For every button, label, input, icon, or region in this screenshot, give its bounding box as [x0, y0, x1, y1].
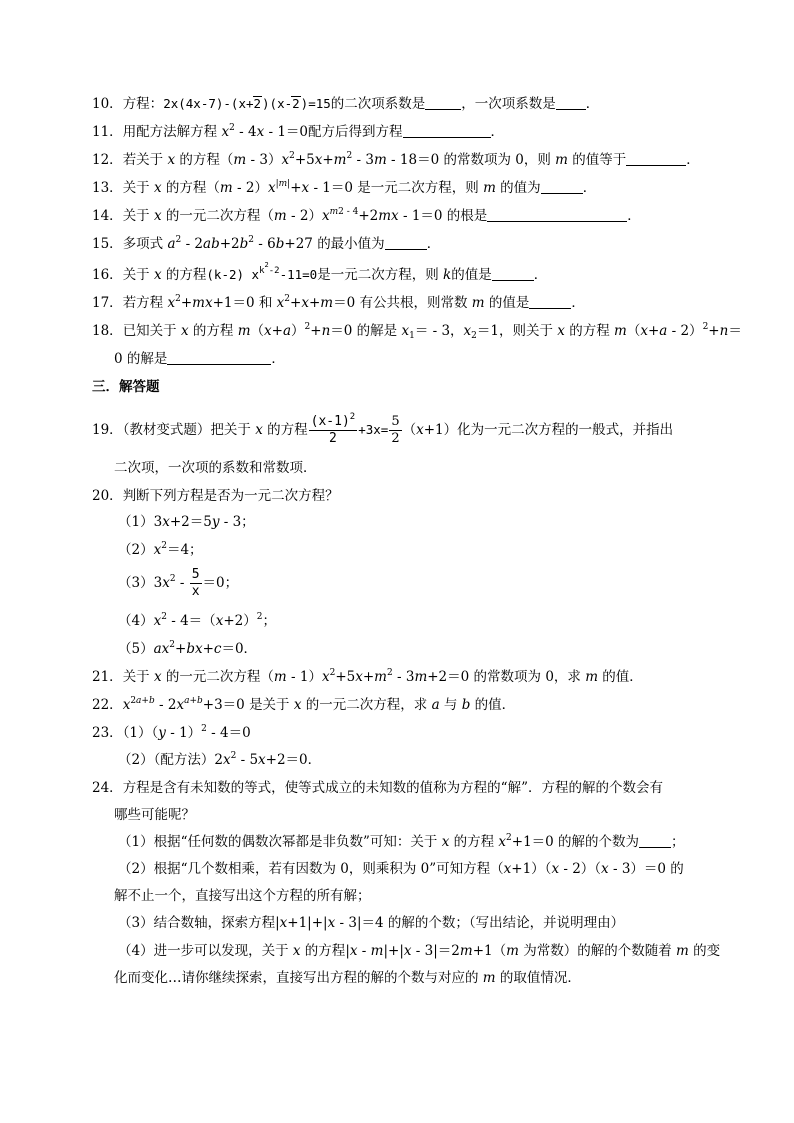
question-20: 20．判断下列方程是否为一元二次方程？: [92, 488, 339, 504]
question-22: 22．$x^{2a+b} - 2x^{a+b}+3=0$ 是关于 x 的一元二次方程，求 a 与 b 的值．: [92, 696, 516, 713]
question-20-item-3: $(3)3x^2$ - $\frac{5}{x}$ ＝0；: [118, 567, 239, 599]
answer-blank[interactable]: [492, 266, 534, 281]
question-18-cont: 0 的解是 ．: [114, 351, 285, 367]
answer-blank[interactable]: [425, 95, 461, 110]
question-20-item-5: $(5)ax^2+bx+c=0$．: [118, 640, 258, 657]
question-24: 24．方程是含有未知数的等式，使等式成立的未知数的值称为方程的“解”．方程的解的个数会有: [92, 780, 663, 796]
question-15: 15．多项式 $a^2 - 2ab+2b^2 - 6b+27$ 的最小值为 ．: [92, 235, 441, 252]
question-11: 11．用配方法解方程 $x^2 - 4x - 1=0$配方后得到方程 ．: [92, 123, 505, 140]
question-24-part-3: （3）结合数轴，探索方程|x+1|+|x - 3|＝4 的解的个数；（写出结论，并说明理由）: [118, 915, 625, 931]
question-24-part-4-cont: 化而变化…请你继续探索，直接写出方程的解的个数与对应的 m 的取值情况．: [114, 970, 581, 986]
question-20-item-1: （1）3x+2＝5y - 3；: [118, 514, 255, 530]
question-10: 10．方程：2x(4x-7)-(x+2)(x-2)=15的二次项系数是 ，一次项系数是 ．: [92, 96, 600, 112]
question-19: 19．（教材变式题）把关于 x 的方程 $\frac{(x-1)^2}{2}$ +3x= $\frac{5}{2}$ （x+1）化为一元二次方程的一般式，并指出: [92, 412, 674, 446]
fraction: $\frac{5}{x}$: [191, 567, 200, 599]
question-18: 18．已知关于 x 的方程 $m(x+a)^2+n=0$ 的解是 $x_1= - 3$，$x_2=1$，则关于 x 的方程 $m(x+a - 2)^2+n=$: [92, 322, 742, 341]
question-24-cont: 哪些可能呢？: [114, 807, 195, 823]
question-20-item-4: $(4)x^2 - 4=(x+2)^2$；: [118, 612, 276, 629]
fraction: $\frac{5}{2}$: [391, 414, 400, 446]
answer-blank[interactable]: [385, 235, 427, 250]
question-17: 17．若方程 $x^2+mx+1=0$ 和 $x^2+x+m=0$ 有公共根，则常数 m 的值是 ．: [92, 294, 585, 311]
question-23-item-2: （2）（配方法）$2x^2 - 5x+2=0$．: [118, 751, 322, 768]
question-24-part-4: （4）进一步可以发现，关于 x 的方程|x - m|+|x - 3|＝2m+1（m 为常数）的解的个数随着 m 的变: [118, 943, 721, 959]
equation: (k-2) $x^{k^2-2}-11=0$: [206, 261, 318, 282]
question-24-part-2-cont: 解不止一个，直接写出这个方程的所有解；: [114, 888, 371, 904]
section-heading: 三．解答题: [92, 379, 160, 395]
answer-blank[interactable]: [541, 179, 583, 194]
question-24-part-2: （2）根据“几个数相乘，若有因数为 0，则乘积为 0”可知方程（x+1）（x - 2）（x - 3）＝0 的: [118, 861, 684, 877]
question-24-part-1: （1）根据“任何数的偶数次幂都是非负数”可知：关于 x 的方程 $x^2+1=0$ 的解的个数为 ；: [118, 833, 685, 850]
equation: 2x(4x-7)-(x+2)(x-2)=15: [163, 96, 331, 111]
question-20-item-2: $(2)x^2=4$；: [118, 541, 203, 558]
question-23: 23．（1）（y - 1）$^2$ - 4＝0: [92, 724, 251, 741]
answer-blank[interactable]: [529, 294, 571, 309]
answer-blank[interactable]: [403, 123, 491, 138]
question-16: 16．关于 x 的方程(k-2) $x^{k^2-2}-11=0$是一元二次方程，则 k的值是 ．: [92, 261, 548, 283]
answer-blank[interactable]: [639, 833, 671, 848]
question-21: 21．关于 x 的一元二次方程$(m - 1)x^2+5x+m^2 - 3m+2=0$ 的常数项为 0，求 m 的值．: [92, 668, 643, 685]
answer-blank[interactable]: [487, 207, 627, 222]
answer-blank[interactable]: [167, 350, 271, 365]
question-12: 12．若关于 x 的方程$(m - 3)x^2+5x+m^2 - 3m - 18=0$ 的常数项为 0，则 m 的值等于 ．: [92, 151, 700, 168]
question-19-cont: 二次项，一次项的系数和常数项．: [114, 460, 317, 476]
equation: $x^2 - 4x - 1=0$: [221, 123, 309, 140]
question-13: 13．关于 x 的方程$(m - 2)x^{|m|}+x - 1=0$ 是一元二次方程，则 m 的值为 ．: [92, 179, 597, 196]
answer-blank[interactable]: [556, 95, 586, 110]
question-14: 14．关于 x 的一元二次方程$(m - 2)x^{m2 - 4}+2mx - 1=0$ 的根是 ．: [92, 207, 641, 224]
answer-blank[interactable]: [626, 151, 686, 166]
fraction: $\frac{(x-1)^2}{2}$: [310, 412, 356, 446]
